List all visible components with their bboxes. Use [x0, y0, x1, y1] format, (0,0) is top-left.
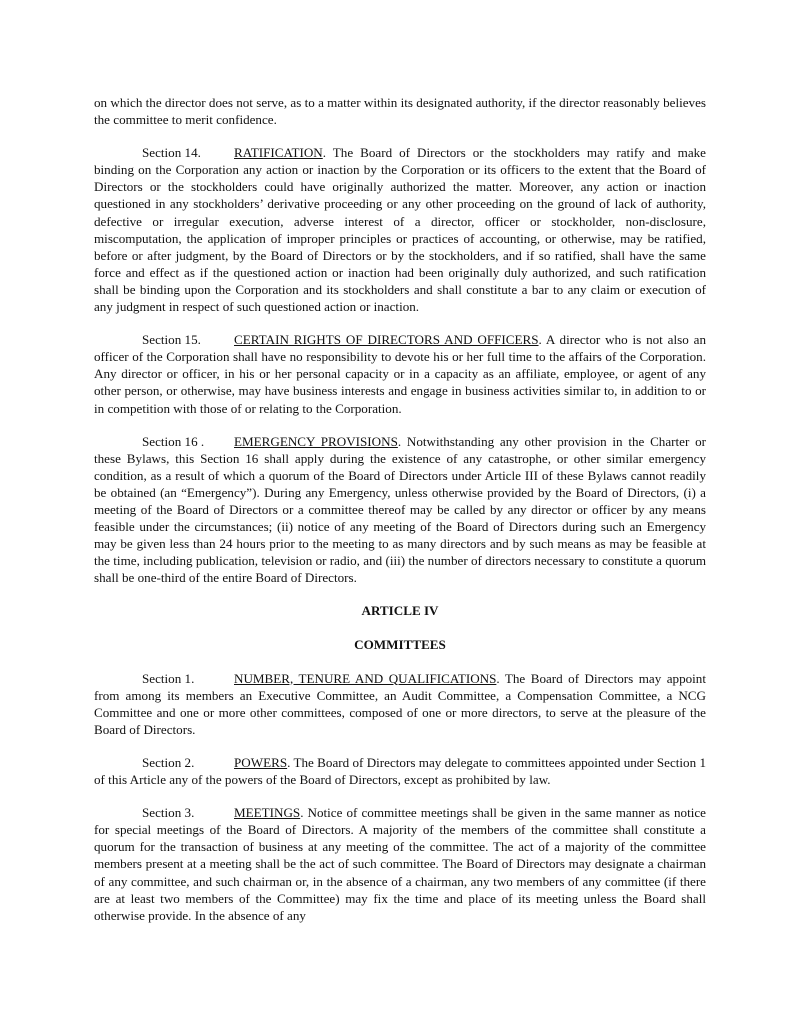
section-body: . Notice of committee meetings shall be given in the same manner as notice for special meetings of the Board of Directors. A majority of the members of the committee shall constitute a quorum for the transaction of business at any meeting of the committee. The act of a majority of the committee members present at a meeting shall be the act of such committee. The Board of Directors may designate a chairman of any committee, and such chairman or, in the absence of a chairman, any two members of any committee (if there are at least two members of the Committee) may fix the time and place of its meeting unless the Board shall otherwise provide. In the absence of any — [94, 805, 706, 923]
section-15-paragraph — [94, 331, 706, 416]
section-16-paragraph — [94, 433, 706, 587]
section-heading: RATIFICATION — [234, 145, 323, 161]
section-body: . Notwithstanding any other provision in the Charter or these Bylaws, this Section 16 shall apply during the existence of any catastrophe, or other similar emergency condition, as a result of which a quorum of the Board of Directors under Article III of these Bylaws cannot readily be obtained (an “Emergency”). During any Emergency, unless otherwise provided by the Board of Directors, (i) a meeting of the Board of Directors or a committee thereof may be called by any director or officer by any means feasible under the circumstances; (ii) notice of any meeting of the Board of Directors during such an Emergency may be given less than 24 hours prior to the meeting to as many directors and by such means as may be feasible at the time, including publication, television or radio, and (iii) the number of directors necessary to constitute a quorum shall be one-third of the entire Board of Directors. — [94, 433, 706, 586]
section-heading: EMERGENCY PROVISIONS — [234, 433, 398, 449]
section-number: Section 15. — [142, 332, 201, 348]
section-number: Section 14. — [142, 145, 201, 161]
section-body: . The Board of Directors or the stockholders may ratify and make binding on the Corporation any action or inaction by the Corporation or its officers to the extent that the Board of Directors or the stockholders could have originally authorized the matter. Moreover, any action or inaction questioned in any stockholders’ derivative proceeding or any other proceeding on the ground of lack of authority, defective or irregular execution, adverse interest of a director, officer or stockholder, non-disclosure, miscomputation, the application of improper principles or practices of accounting, or otherwise, may be ratified, before or after judgment, by the Board of Directors or by the stockholders, and if so ratified, shall have the same force and effect as if the questioned action or inaction had been originally duly authorized, and such ratification shall be binding upon the Corporation and its stockholders and shall constitute a bar to any claim or execution of any judgment in respect of such questioned action or inaction. — [94, 145, 706, 315]
section-14-paragraph — [94, 144, 706, 315]
section-number: Section 3. — [142, 805, 195, 821]
section-number: Section 1. — [142, 670, 195, 686]
article-iv-section-3-paragraph — [94, 804, 706, 924]
section-body: . A director who is not also an officer of the Corporation shall have no responsibility to devote his or her full time to the affairs of the Corporation. Any director or officer, in his or her personal capacity or in a capacity as an affiliate, employee, or agent of any other person, or otherwise, may have business interests and engage in business activities similar to, in addition to or in competition with those of or relating to the Corporation. — [94, 332, 706, 416]
section-heading: MEETINGS — [234, 805, 301, 821]
section-number: Section 16 . — [142, 433, 205, 449]
article-iv-section-2-paragraph — [94, 754, 706, 788]
document-page — [94, 94, 706, 940]
section-body: . The Board of Directors may delegate to committees appointed under Section 1 of this Article any of the powers of the Board of Directors, except as prohibited by law. — [94, 755, 706, 788]
article-iv-section-1-paragraph — [94, 670, 706, 738]
section-heading: POWERS — [234, 755, 288, 770]
section-body: . The Board of Directors may appoint from among its members an Executive Committee, an Audit Committee, a Compensation Committee, a NCG Committee and one or more other committees, composed of one or more directors, to serve at the pleasure of the Board of Directors. — [94, 670, 706, 737]
article-title: ARTICLE IV — [361, 603, 439, 619]
continuation-paragraph: on which the director does not serve, as to a matter within its designated authority, if the director reasonably believes the committee to merit confidence. — [94, 95, 706, 128]
article-subtitle: COMMITTEES — [354, 636, 446, 652]
section-heading: NUMBER, TENURE AND QUALIFICATIONS — [234, 670, 497, 686]
section-number: Section 2. — [142, 755, 195, 770]
section-heading: CERTAIN RIGHTS OF DIRECTORS AND OFFICERS — [234, 332, 539, 348]
